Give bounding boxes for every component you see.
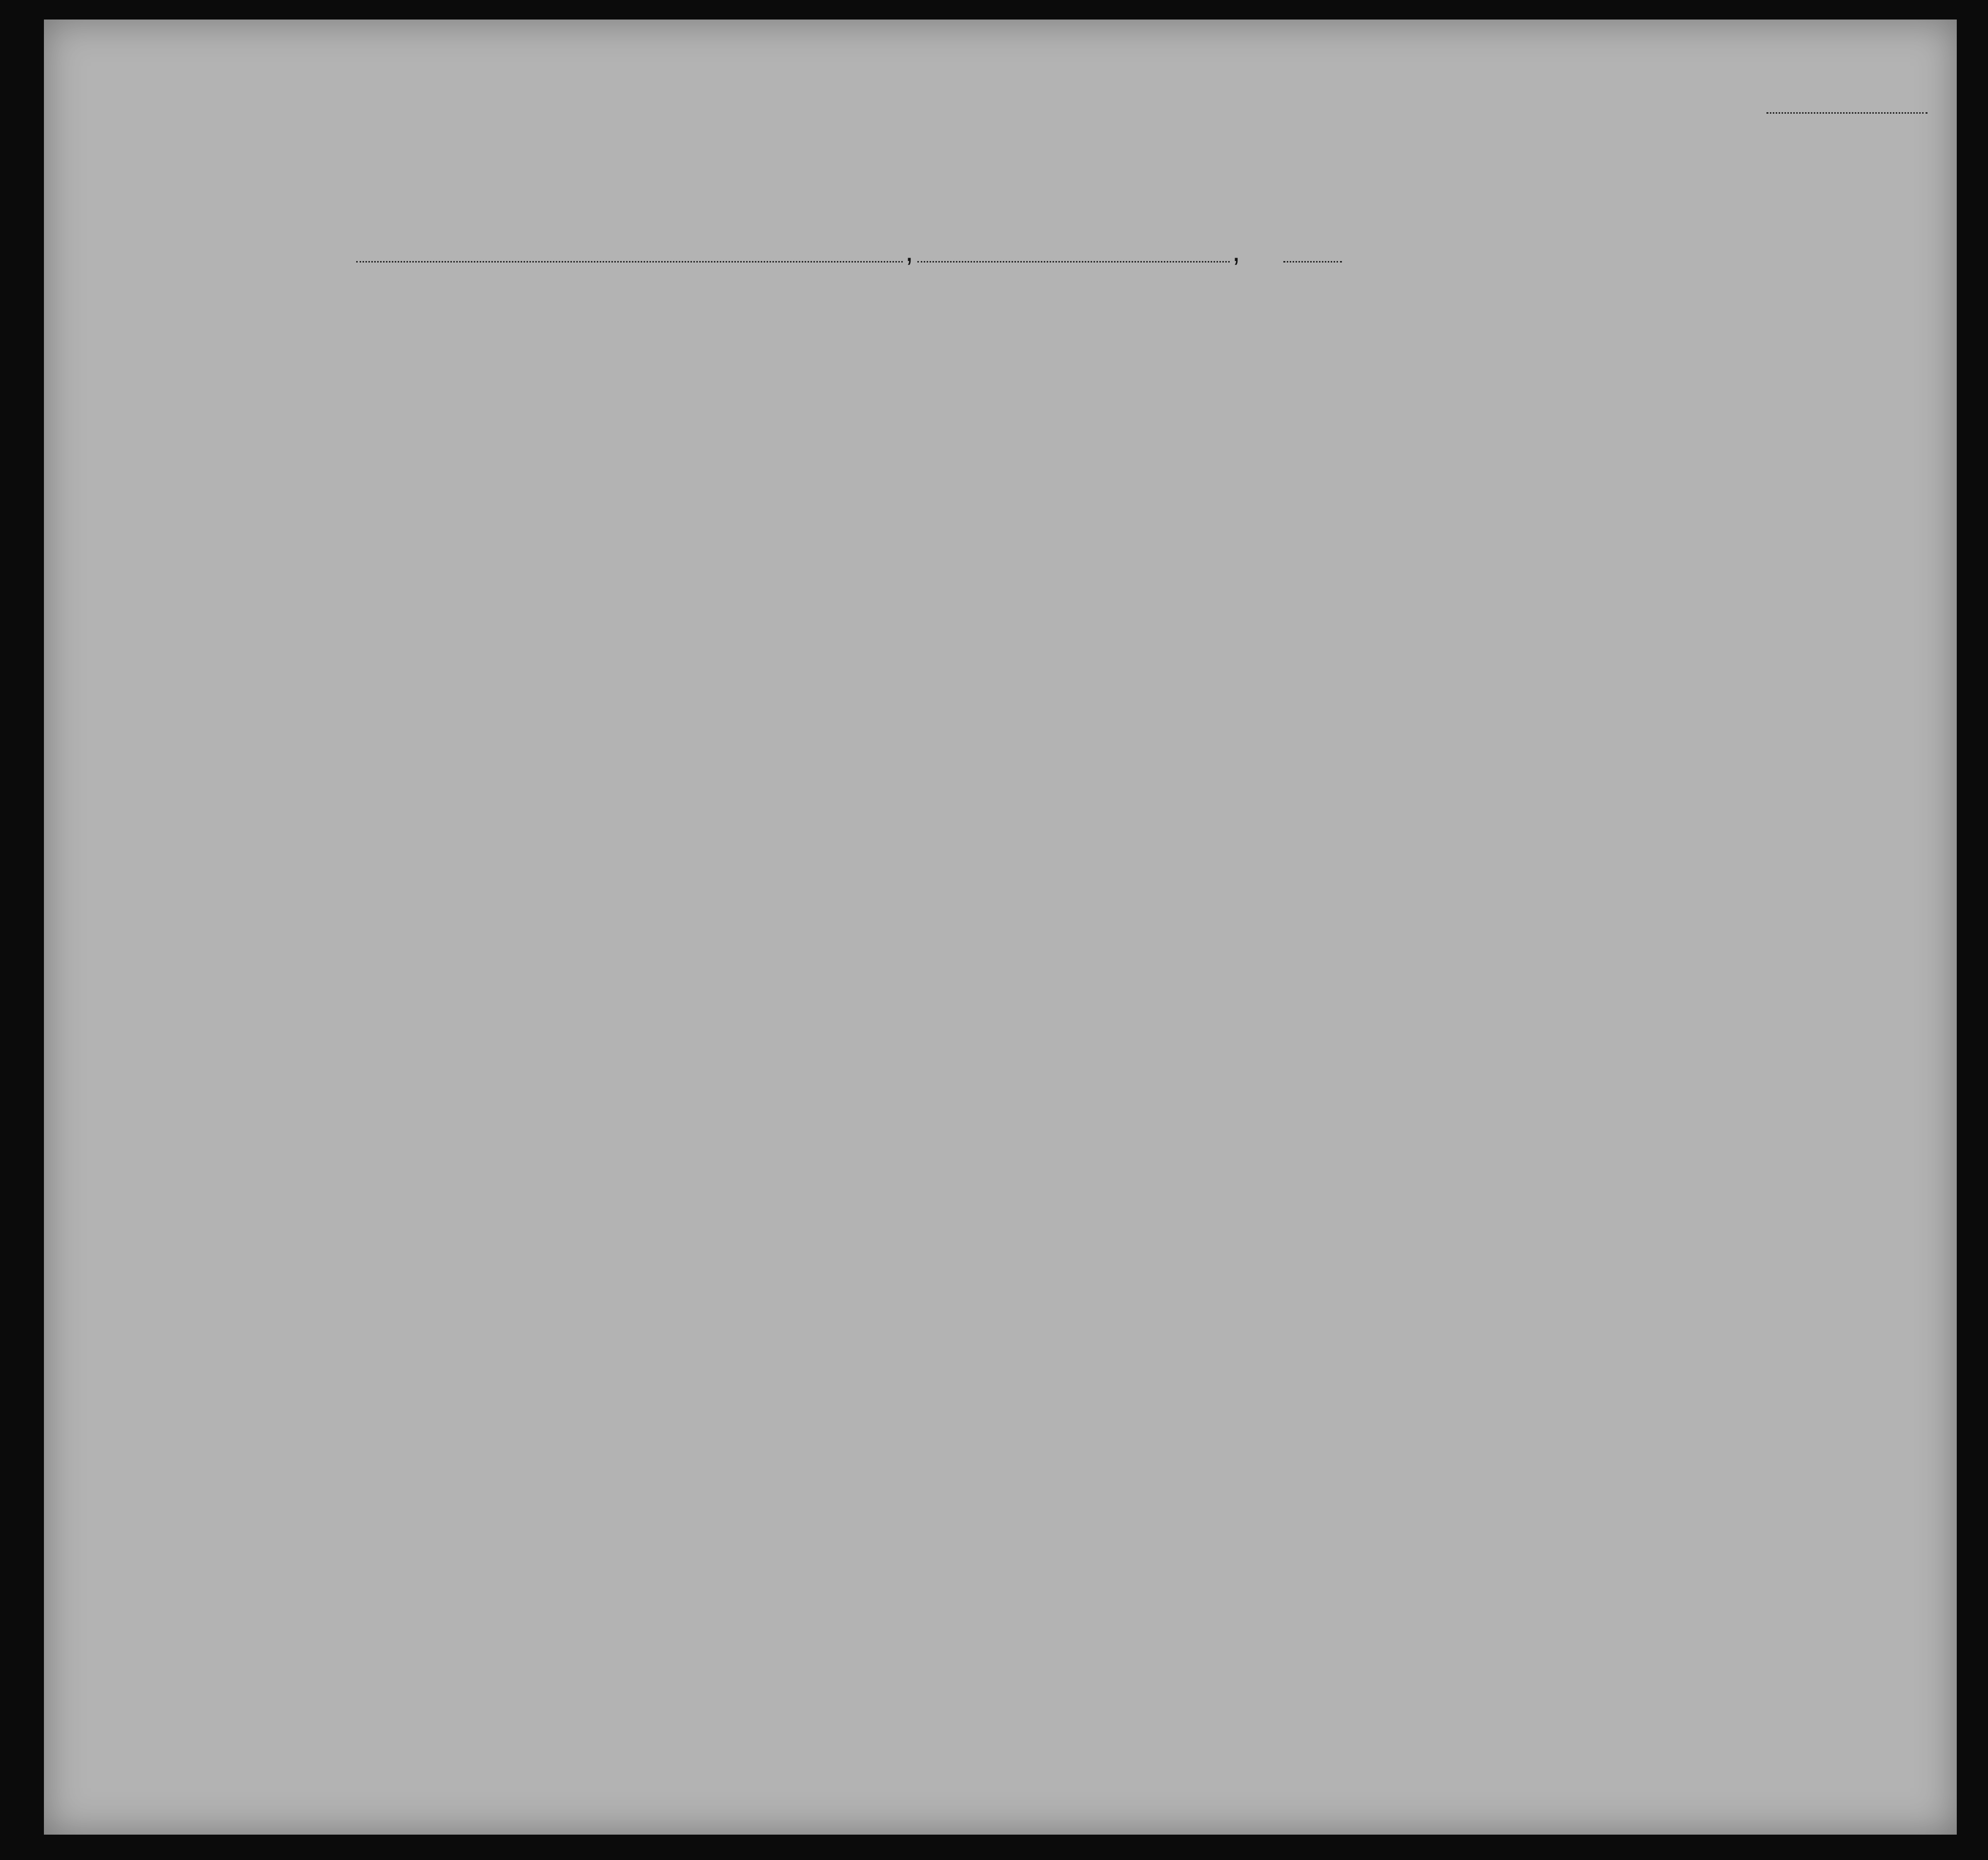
comma: , bbox=[1232, 235, 1240, 267]
sheet-content bbox=[44, 20, 1957, 1835]
port-line bbox=[356, 261, 903, 263]
comma: , bbox=[905, 235, 913, 267]
list-line bbox=[1766, 112, 1927, 114]
year-line bbox=[1283, 261, 1342, 263]
manifest-sheet bbox=[44, 20, 1957, 1835]
date-line bbox=[917, 261, 1230, 263]
